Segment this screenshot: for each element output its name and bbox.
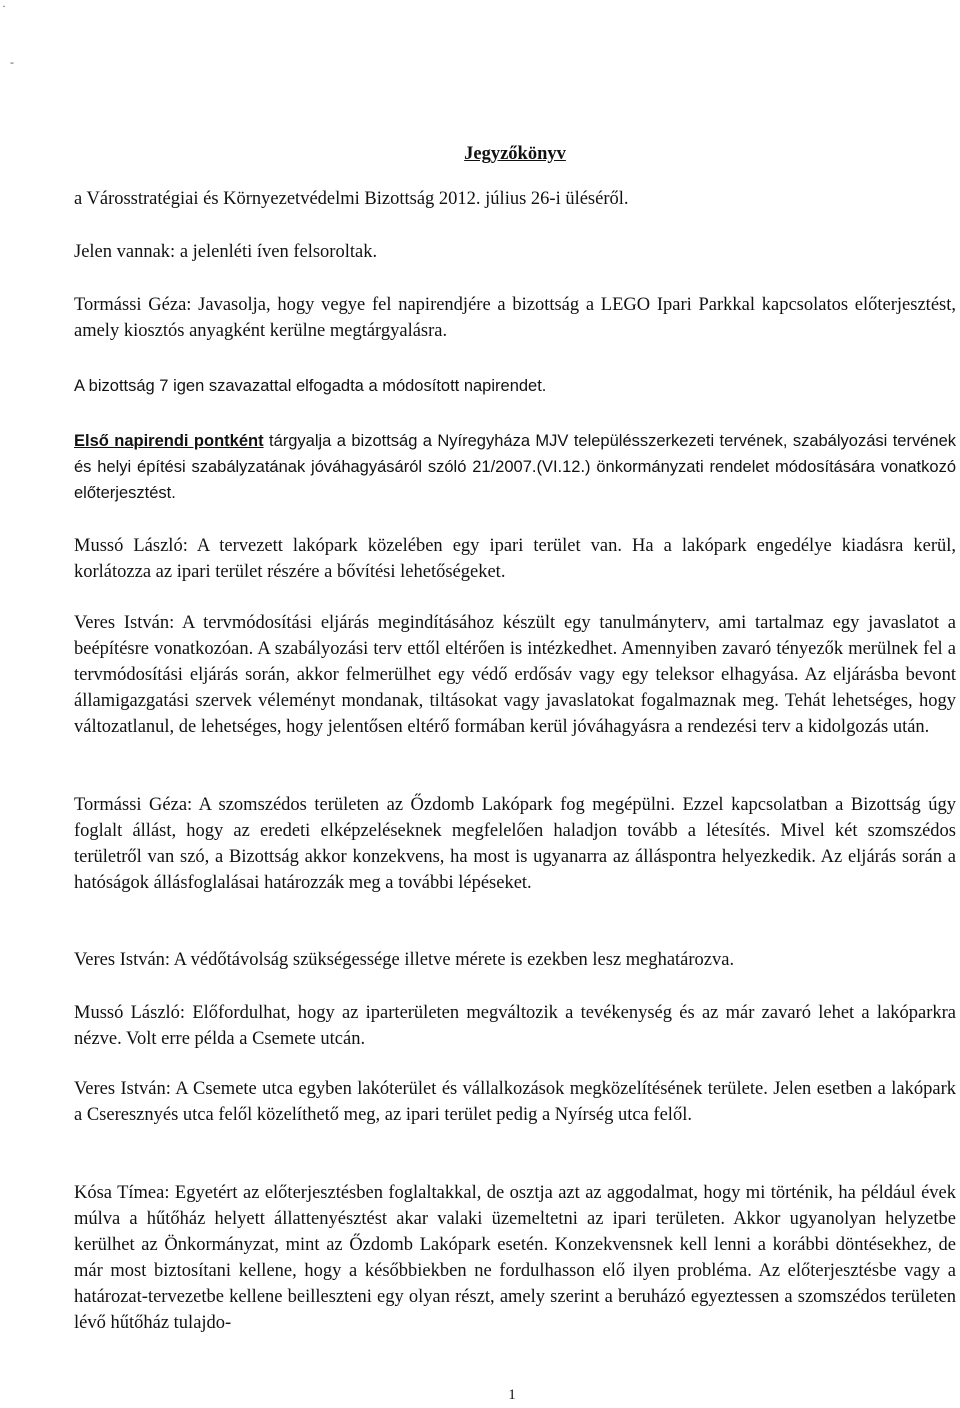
minutes-paragraph: Mussó László: A tervezett lakópark közelében egy ipari terület van. Ha a lakópark engedélye kiadásra kerül, korlátozza az ipari terület részére a bővítési lehetőségeket. [74,536,956,582]
minutes-paragraph: Tormássi Géza: A szomszédos területen az Őzdomb Lakópark fog megépülni. Ezzel kapcsolatban a Bizottság úgy foglalt állást, hogy az eredeti elképzeléseknek megfelelően haladjon tovább a létesítés. Mivel két szomszédos területről van szó, a Bizottság akkor konzekvens, ha most is ugyanarra az álláspontra helyezkedik. Az eljárás során a hatóságok állásfoglalásai határozzák meg a további lépéseket. [74,795,956,893]
document-subtitle: a Városstratégiai és Környezetvédelmi Bizottság 2012. július 26-i üléséről. [74,189,629,209]
vote-result-paragraph: A bizottság 7 igen szavazattal elfogadta a módosított napirendet. [74,377,547,395]
minutes-paragraph: Veres István: A védőtávolság szükségessége illetve mérete is ezekben lesz meghatározva. [74,950,735,970]
scan-mark: · [2,0,6,13]
agenda-item-text: tárgyalja a bizottság a Nyíregyháza MJV településszerkezeti tervének, szabályozási tervének és helyi építési szabályzatának jóváhagyásáról szóló 21/2007.(VI.12.) önkormányzati rendelet módosítására vonatkozó előterjesztést. [74,432,956,502]
minutes-paragraph: Kósa Tímea: Egyetért az előterjesztésben foglaltakkal, de osztja azt az aggodalmat, hogy mi történik, ha például évek múlva a hűtőház helyett állattenyésztést akar valaki üzemeltetni az ipari területen. Akkor ugyanolyan helyzetbe kerülhet az Önkormányzat, mint az Őzdomb Lakópark esetén. Konzekvensnek kell lenni a korábbi döntésekhez, de már most biztosítani kellene, hogy a későbbiekben ne fordulhasson elő ilyen probléma. Az előterjesztésbe vagy a határozat-tervezetbe kellene beilleszteni egy olyan részt, amely szerint a beruházó egyeztessen a szomszédos területen lévő hűtőház tulajdo- [74,1183,956,1333]
attendance-line: Jelen vannak: a jelenléti íven felsoroltak. [74,242,378,262]
document-title: Jegyzőkönyv [464,144,566,164]
agenda-item-paragraph [74,428,956,506]
minutes-paragraph: Mussó László: Előfordulhat, hogy az iparterületen megváltozik a tevékenység és az már zavaró lehet a lakóparkra nézve. Volt erre példa a Csemete utcán. [74,1003,956,1049]
agenda-item-label: Első napirendi pontként [74,432,264,450]
minutes-paragraph: Veres István: A tervmódosítási eljárás megindításához készült egy tanulmányterv, ami tartalmaz egy javaslatot a beépítésre vonatkozóan. A szabályozási terv ettől eltérően is intézkedhet. Amennyiben zavaró tényezők merülnek fel a tervmódosítási eljárás során, akkor felmerülhet egy védő erdősáv vagy egy teleksor elhagyása. Az eljárásba bevont államigazgatási szervek véleményt mondanak, tiltásokat vagy javaslatokat fogalmaznak meg. Tehát lehetséges, hogy változatlanul, de lehetséges, hogy jelentősen eltérő formában kerül jóváhagyásra a rendezési terv a kidolgozás után. [74,613,956,737]
agenda-proposal-paragraph: Tormássi Géza: Javasolja, hogy vegye fel napirendjére a bizottság a LEGO Ipari Parkkal kapcsolatos előterjesztést, amely kiosztós anyagként kerülne megtárgyalásra. [74,295,956,341]
page-number: 1 [508,1387,516,1403]
scan-mark: - [10,55,14,69]
minutes-paragraph: Veres István: A Csemete utca egyben lakóterület és vállalkozások megközelítésének területe. Jelen esetben a lakópark a Cseresznyés utca felől közelíthető meg, az ipari terület pedig a Nyírség utca felől. [74,1079,956,1125]
